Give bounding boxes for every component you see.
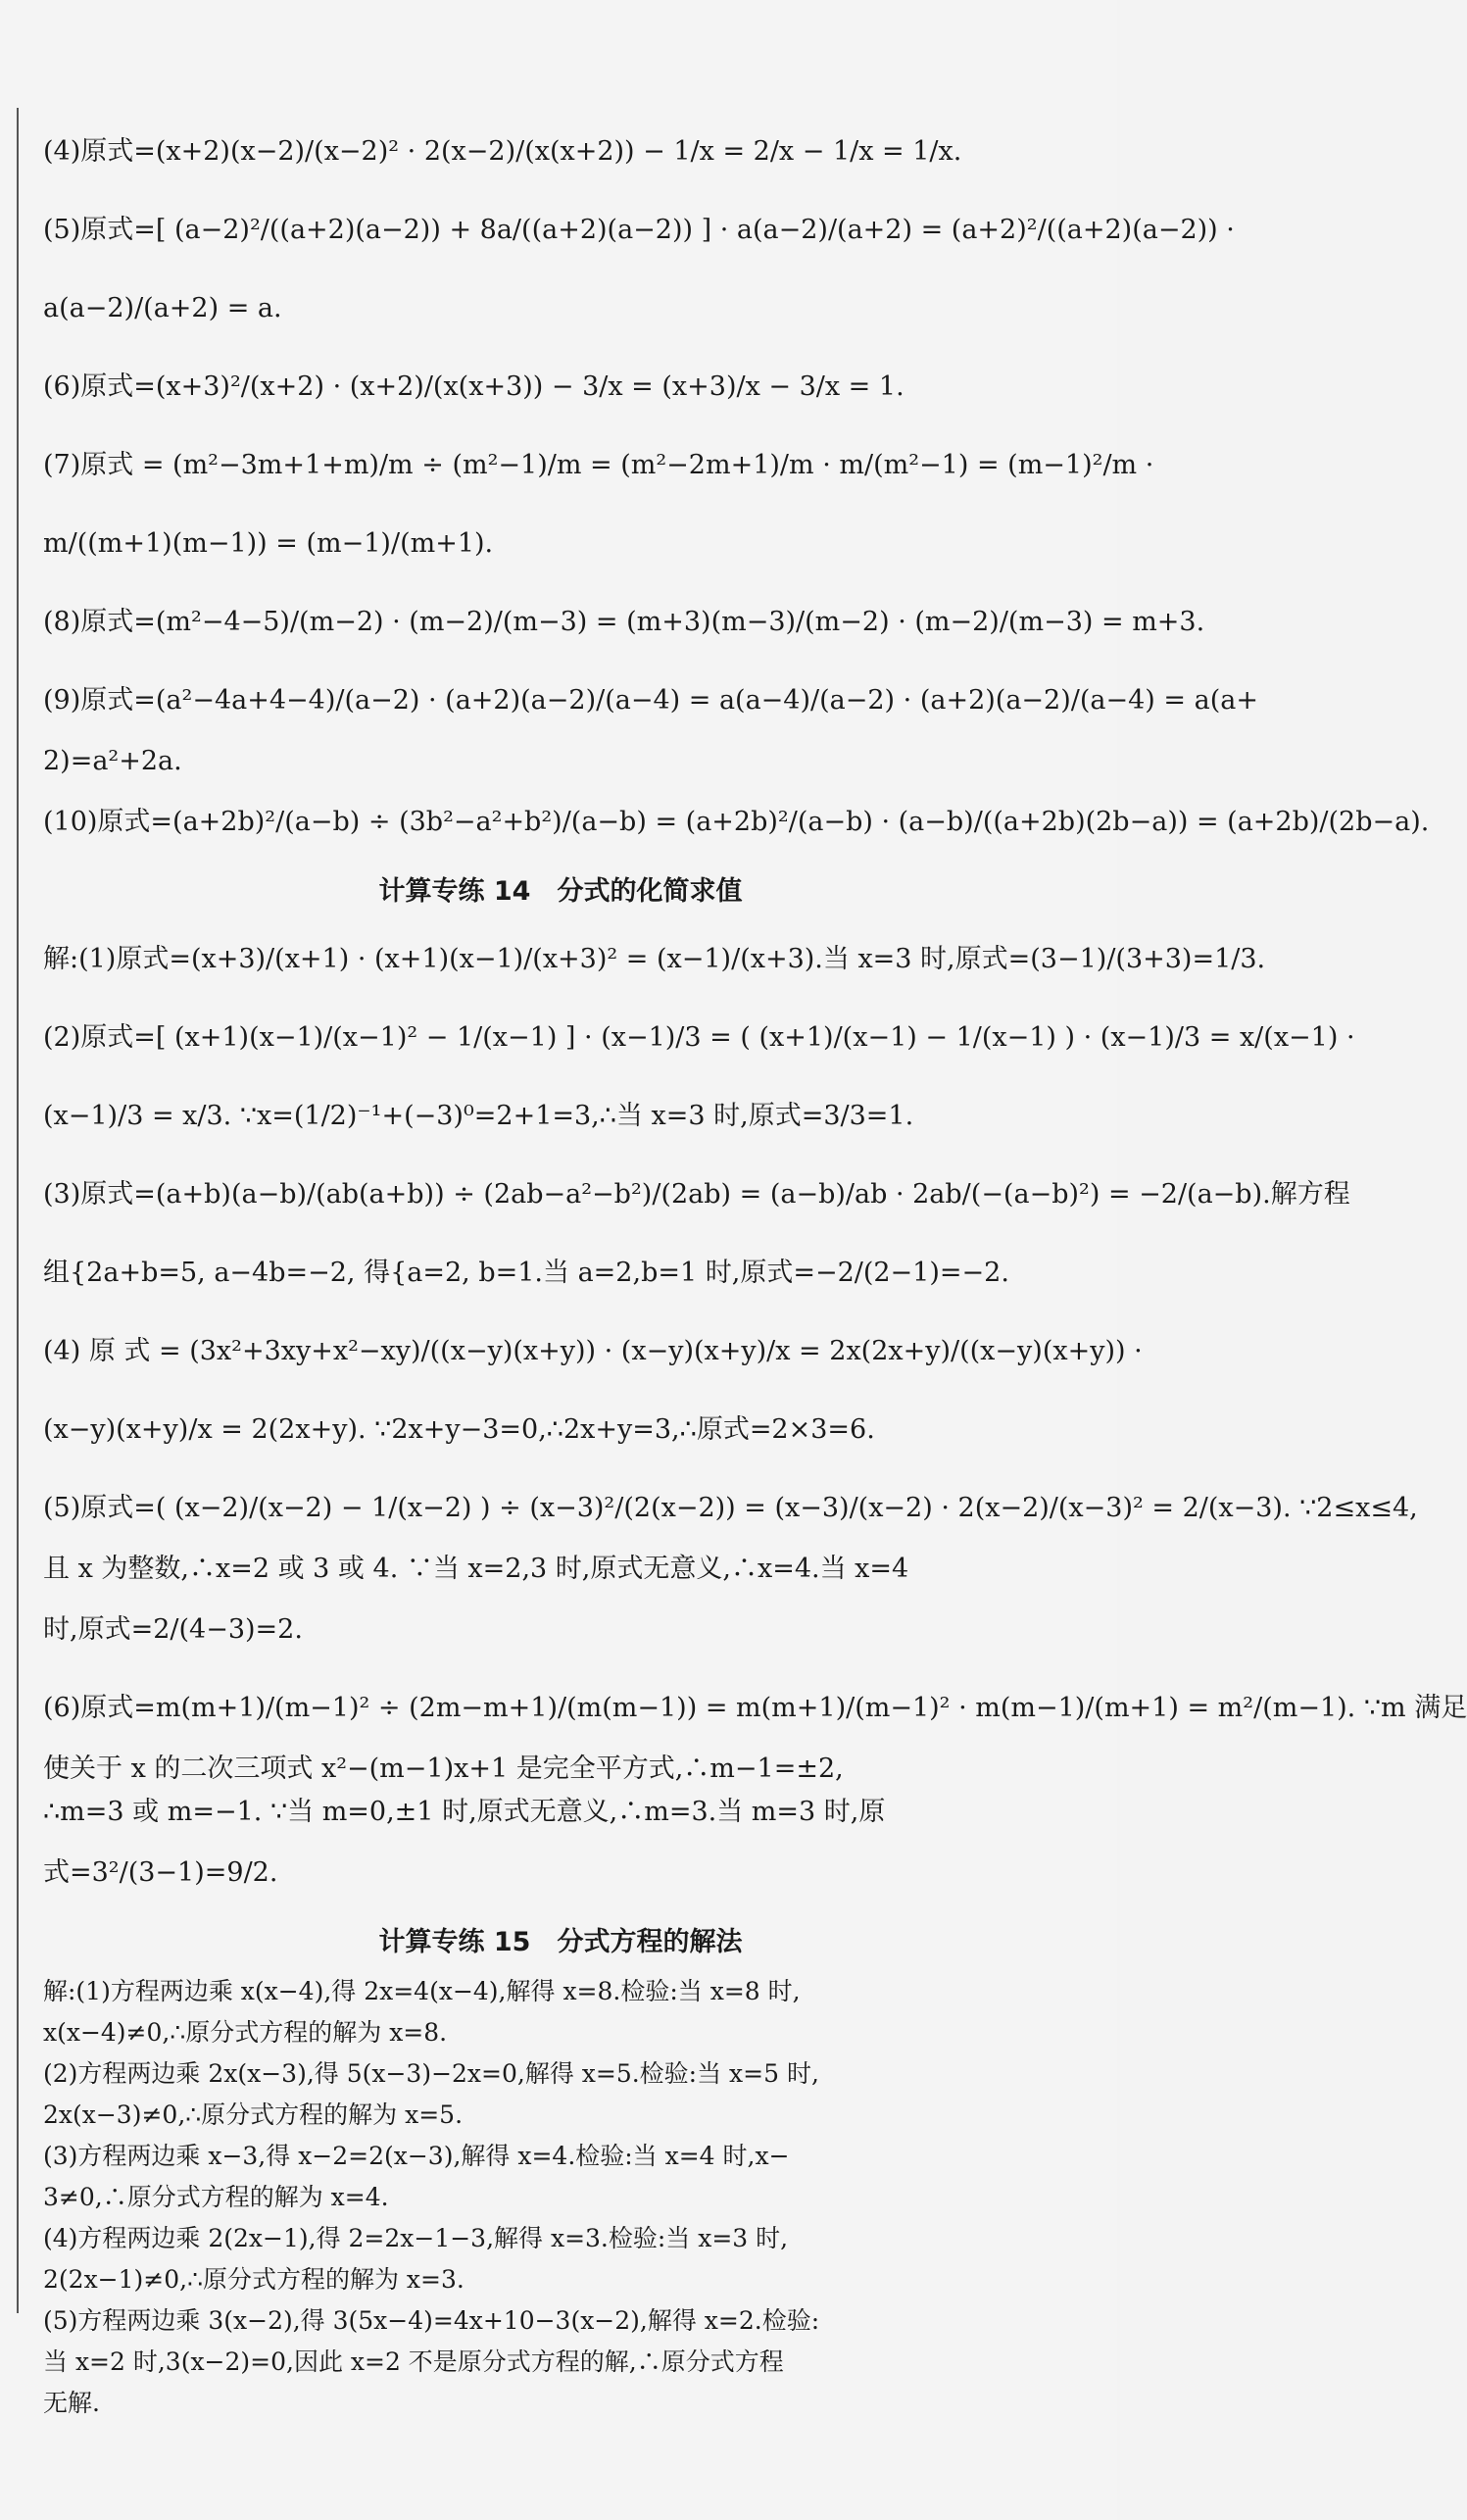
solution-line: (3)原式=(a+b)(a−b)/(ab(a+b)) ÷ (2ab−a²−b²)/(2ab) = (a−b)/ab · 2ab/(−(a−b)²) = −2/(a−b).解方程 <box>43 1179 1350 1210</box>
solution-line: 2(2x−1)≠0,∴原分式方程的解为 x=3. <box>43 2265 465 2294</box>
solution-line: 2)=a²+2a. <box>43 746 182 776</box>
solution-line: (8)原式=(m²−4−5)/(m−2) · (m−2)/(m−3) = (m+3)(m−3)/(m−2) · (m−2)/(m−3) = m+3. <box>43 607 1205 637</box>
solution-line: 无解. <box>43 2389 100 2417</box>
solution-line: (x−y)(x+y)/x = 2(2x+y). ∵2x+y−3=0,∴2x+y=3,∴原式=2×3=6. <box>43 1414 875 1445</box>
solution-line: (10)原式=(a+2b)²/(a−b) ÷ (3b²−a²+b²)/(a−b) = (a+2b)²/(a−b) · (a−b)/((a+2b)(2b−a)) = (a+2b)/(2b−a). <box>43 807 1430 837</box>
solution-line: (2)方程两边乘 2x(x−3),得 5(x−3)−2x=0,解得 x=5.检验:当 x=5 时, <box>43 2059 819 2088</box>
section-13-solutions <box>43 113 1430 862</box>
solution-line: 3≠0,∴原分式方程的解为 x=4. <box>43 2183 389 2211</box>
solution-line: (3)方程两边乘 x−3,得 x−2=2(x−3),解得 x=4.检验:当 x=4 时,x− <box>43 2142 790 2170</box>
solution-line: 式=3²/(3−1)=9/2. <box>43 1857 278 1888</box>
margin-rule <box>17 108 19 2313</box>
solution-line: 且 x 为整数,∴x=2 或 3 或 4. ∵当 x=2,3 时,原式无意义,∴x=4.当 x=4 <box>43 1554 909 1584</box>
solution-line: (6)原式=(x+3)²/(x+2) · (x+2)/(x(x+3)) − 3/x = (x+3)/x − 3/x = 1. <box>43 371 905 402</box>
solution-line: 2x(x−3)≠0,∴原分式方程的解为 x=5. <box>43 2100 464 2129</box>
solution-line: (5)方程两边乘 3(x−2),得 3(5x−4)=4x+10−3(x−2),解得 x=2.检验: <box>43 2306 820 2335</box>
solution-line: (x−1)/3 = x/3. ∵x=(1/2)⁻¹+(−3)⁰=2+1=3,∴当 x=3 时,原式=3/3=1. <box>43 1101 914 1131</box>
solution-line: (9)原式=(a²−4a+4−4)/(a−2) · (a+2)(a−2)/(a−4) = a(a−4)/(a−2) · (a+2)(a−2)/(a−4) = a(a+ <box>43 685 1258 716</box>
solution-line: 当 x=2 时,3(x−2)=0,因此 x=2 不是原分式方程的解,∴原分式方程 <box>43 2347 784 2376</box>
solution-line: (4)方程两边乘 2(2x−1),得 2=2x−1−3,解得 x=3.检验:当 x=3 时, <box>43 2224 789 2252</box>
section-heading-14: 计算专练 14 分式的化简求值 <box>378 876 743 907</box>
solution-line: 时,原式=2/(4−3)=2. <box>43 1614 303 1645</box>
solution-line: (5)原式=( (x−2)/(x−2) − 1/(x−2) ) ÷ (x−3)²/(2(x−2)) = (x−3)/(x−2) · 2(x−2)/(x−3)² = 2/(x−3). ∵2≤x≤4, <box>43 1493 1418 1523</box>
solution-line: (2)原式=[ (x+1)(x−1)/(x−1)² − 1/(x−1) ] · (x−1)/3 = ( (x+1)/(x−1) − 1/(x−1) ) · (x−1)/3 = x/(x−1) · <box>43 1022 1355 1053</box>
solution-line: m/((m+1)(m−1)) = (m−1)/(m+1). <box>43 528 494 559</box>
section-14-solutions <box>43 920 1467 1912</box>
solution-line: 解:(1)原式=(x+3)/(x+1) · (x+1)(x−1)/(x+3)² = (x−1)/(x+3).当 x=3 时,原式=(3−1)/(3+3)=1/3. <box>43 944 1266 974</box>
solution-line: 解:(1)方程两边乘 x(x−4),得 2x=4(x−4),解得 x=8.检验:当 x=8 时, <box>43 1977 801 2005</box>
section-15-solutions <box>43 1971 1078 2424</box>
solution-line: (7)原式 = (m²−3m+1+m)/m ÷ (m²−1)/m = (m²−2m+1)/m · m/(m²−1) = (m−1)²/m · <box>43 450 1154 480</box>
solution-line: (5)原式=[ (a−2)²/((a+2)(a−2)) + 8a/((a+2)(a−2)) ] · a(a−2)/(a+2) = (a+2)²/((a+2)(a−2)) · <box>43 215 1235 245</box>
solution-line: 组{2a+b=5, a−4b=−2, 得{a=2, b=1.当 a=2,b=1 时,原式=−2/(2−1)=−2. <box>43 1258 1009 1288</box>
content-column <box>43 113 1467 2424</box>
solution-line: (4) 原 式 = (3x²+3xy+x²−xy)/((x−y)(x+y)) · (x−y)(x+y)/x = 2x(2x+y)/((x−y)(x+y)) · <box>43 1336 1143 1366</box>
solution-line: (4)原式=(x+2)(x−2)/(x−2)² · 2(x−2)/(x(x+2)) − 1/x = 2/x − 1/x = 1/x. <box>43 136 962 167</box>
solution-line: a(a−2)/(a+2) = a. <box>43 293 282 323</box>
solution-line: ∴m=3 或 m=−1. ∵当 m=0,±1 时,原式无意义,∴m=3.当 m=3 时,原 <box>43 1797 886 1827</box>
solution-line: x(x−4)≠0,∴原分式方程的解为 x=8. <box>43 2018 448 2047</box>
solution-line: (6)原式=m(m+1)/(m−1)² ÷ (2m−m+1)/(m(m−1)) = m(m+1)/(m−1)² · m(m−1)/(m+1) = m²/(m−1). ∵m 满足 <box>43 1693 1467 1723</box>
solution-line: 使关于 x 的二次三项式 x²−(m−1)x+1 是完全平方式,∴m−1=±2, <box>43 1754 844 1784</box>
section-heading-15: 计算专练 15 分式方程的解法 <box>378 1927 743 1957</box>
